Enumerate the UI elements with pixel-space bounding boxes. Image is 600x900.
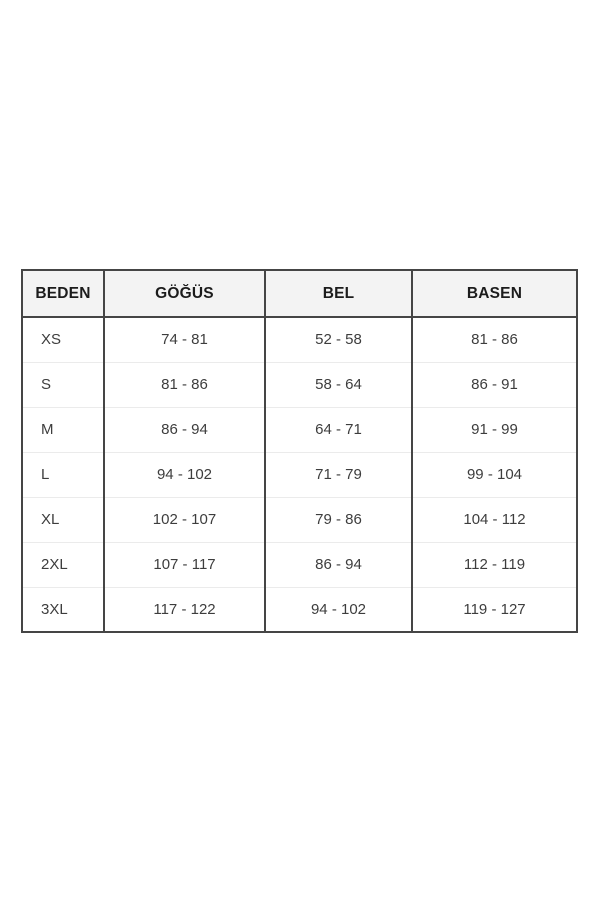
size-chart-table <box>21 269 578 633</box>
table-row-xl <box>22 497 577 542</box>
bust-range: 86 - 94 <box>104 407 265 452</box>
size-label: S <box>22 362 104 407</box>
size-label: 2XL <box>22 542 104 587</box>
size-label: L <box>22 452 104 497</box>
table-row-3xl <box>22 587 577 632</box>
bust-range: 117 - 122 <box>104 587 265 632</box>
hip-range: 91 - 99 <box>412 407 577 452</box>
waist-range: 79 - 86 <box>265 497 412 542</box>
size-label: XL <box>22 497 104 542</box>
table-row-s <box>22 362 577 407</box>
waist-range: 52 - 58 <box>265 317 412 362</box>
bust-range: 107 - 117 <box>104 542 265 587</box>
waist-range: 58 - 64 <box>265 362 412 407</box>
waist-range: 64 - 71 <box>265 407 412 452</box>
bust-range: 94 - 102 <box>104 452 265 497</box>
waist-range: 94 - 102 <box>265 587 412 632</box>
table-row-m <box>22 407 577 452</box>
table-row-l <box>22 452 577 497</box>
hip-range: 104 - 112 <box>412 497 577 542</box>
hip-range: 119 - 127 <box>412 587 577 632</box>
hip-range: 99 - 104 <box>412 452 577 497</box>
size-chart-header-row <box>22 270 577 317</box>
bust-range: 74 - 81 <box>104 317 265 362</box>
column-header-basen: BASEN <box>412 270 577 317</box>
table-row-2xl <box>22 542 577 587</box>
size-label: M <box>22 407 104 452</box>
waist-range: 71 - 79 <box>265 452 412 497</box>
hip-range: 81 - 86 <box>412 317 577 362</box>
column-header-beden: BEDEN <box>22 270 104 317</box>
hip-range: 112 - 119 <box>412 542 577 587</box>
waist-range: 86 - 94 <box>265 542 412 587</box>
column-header-bel: BEL <box>265 270 412 317</box>
bust-range: 81 - 86 <box>104 362 265 407</box>
size-label: 3XL <box>22 587 104 632</box>
bust-range: 102 - 107 <box>104 497 265 542</box>
hip-range: 86 - 91 <box>412 362 577 407</box>
table-row-xs <box>22 317 577 362</box>
column-header-gogus: GÖĞÜS <box>104 270 265 317</box>
size-label: XS <box>22 317 104 362</box>
